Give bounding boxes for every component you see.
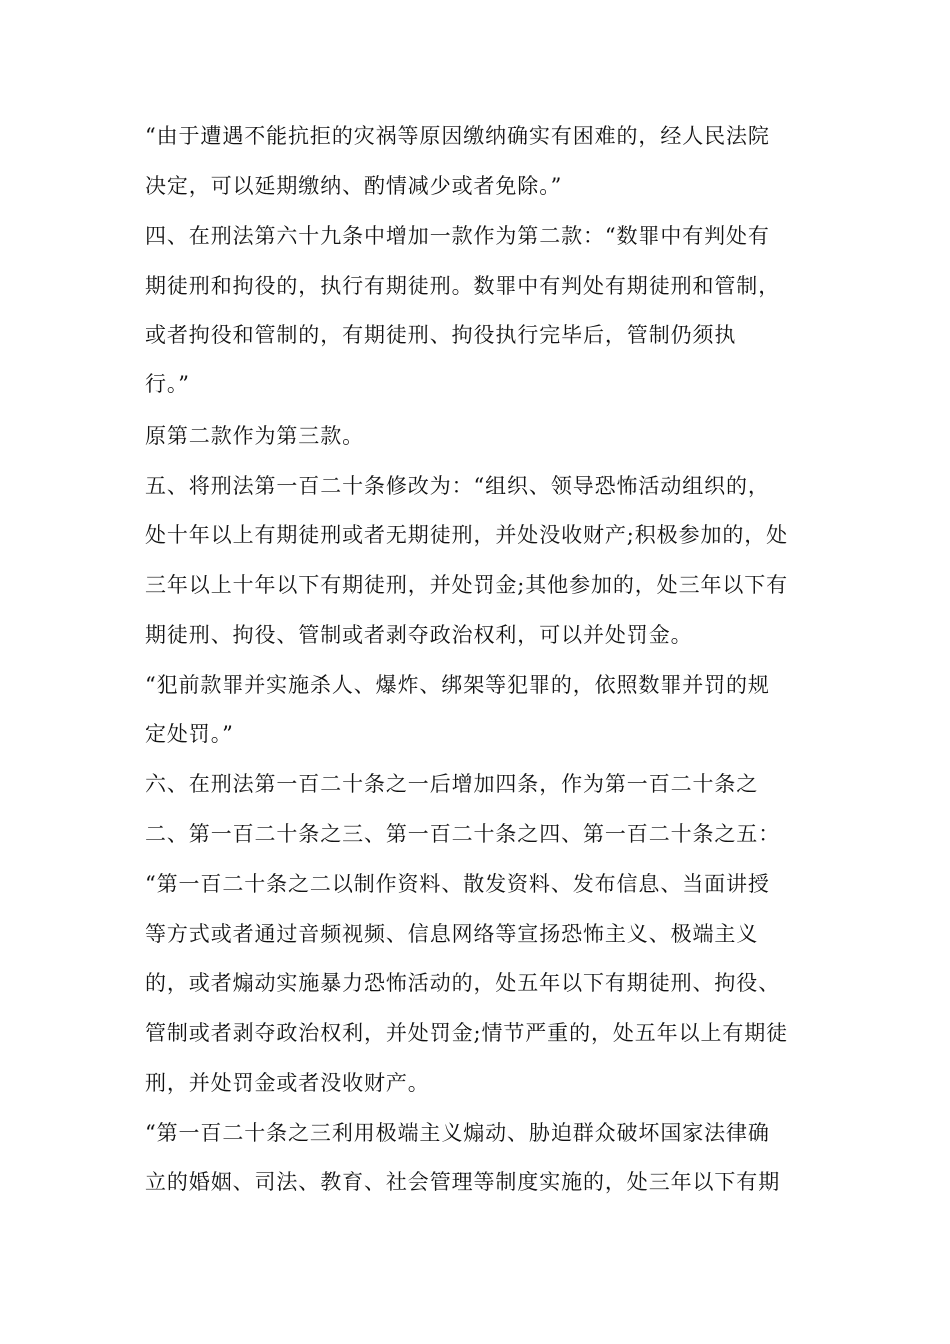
text-line: 期徒刑和拘役的，执行有期徒刑。数罪中有判处有期徒刑和管制， bbox=[145, 274, 781, 298]
text-line: 决定，可以延期缴纳、酌情减少或者免除。” bbox=[145, 174, 563, 198]
text-line: 六、在刑法第一百二十条之一后增加四条，作为第一百二十条之 bbox=[145, 772, 759, 796]
text-line: 三年以上十年以下有期徒刑，并处罚金;其他参加的，处三年以下有 bbox=[145, 573, 789, 597]
text-line: 刑，并处罚金或者没收财产。 bbox=[145, 1071, 430, 1095]
text-line: “第一百二十条之三利用极端主义煽动、胁迫群众破坏国家法律确 bbox=[145, 1121, 770, 1145]
text-line: 四、在刑法第六十九条中增加一款作为第二款：“数罪中有判处有 bbox=[145, 224, 770, 248]
text-line: 期徒刑、拘役、管制或者剥夺政治权利，可以并处罚金。 bbox=[145, 623, 693, 647]
text-line: “第一百二十条之二以制作资料、散发资料、发布信息、当面讲授 bbox=[145, 872, 770, 896]
text-line: 原第二款作为第三款。 bbox=[145, 424, 364, 448]
text-line: “犯前款罪并实施杀人、爆炸、绑架等犯罪的，依照数罪并罚的规 bbox=[145, 673, 770, 697]
text-line: 或者拘役和管制的，有期徒刑、拘役执行完毕后，管制仍须执 bbox=[145, 323, 737, 347]
text-line: 的，或者煽动实施暴力恐怖活动的，处五年以下有期徒刑、拘役、 bbox=[145, 971, 781, 995]
text-line: 处十年以上有期徒刑或者无期徒刑，并处没收财产;积极参加的，处 bbox=[145, 523, 789, 547]
text-line: 立的婚姻、司法、教育、社会管理等制度实施的，处三年以下有期 bbox=[145, 1170, 781, 1194]
text-line: 五、将刑法第一百二十条修改为：“组织、领导恐怖活动组织的， bbox=[145, 474, 770, 498]
text-line: 等方式或者通过音频视频、信息网络等宣扬恐怖主义、极端主义 bbox=[145, 922, 759, 946]
text-line: 定处罚。” bbox=[145, 722, 234, 746]
text-line: 二、第一百二十条之三、第一百二十条之四、第一百二十条之五： bbox=[145, 822, 781, 846]
text-line: 管制或者剥夺政治权利，并处罚金;情节严重的，处五年以上有期徒 bbox=[145, 1021, 789, 1045]
text-line: “由于遭遇不能抗拒的灾祸等原因缴纳确实有困难的，经人民法院 bbox=[145, 124, 770, 148]
text-line: 行。” bbox=[145, 372, 190, 396]
